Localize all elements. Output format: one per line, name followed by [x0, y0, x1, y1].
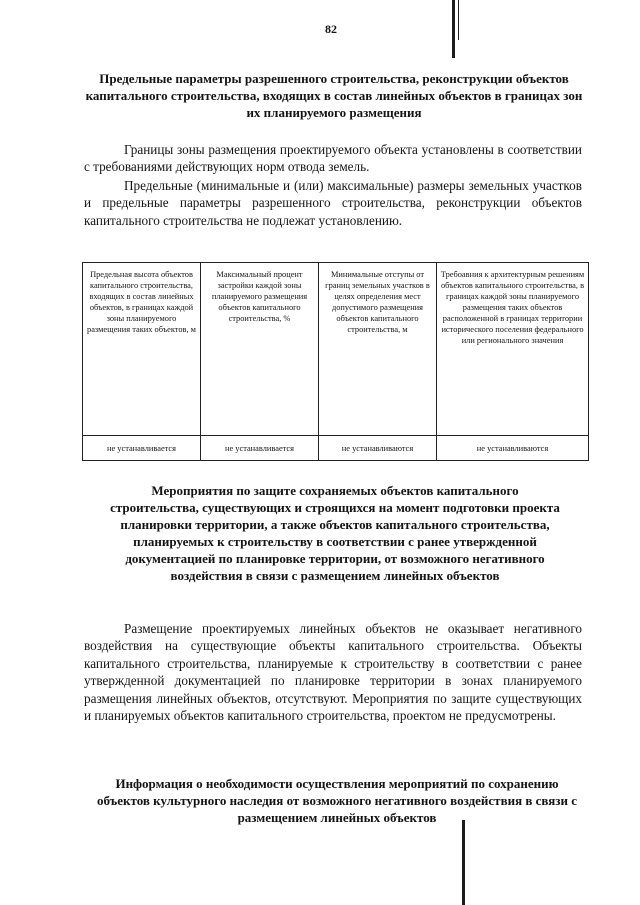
column-header-max-height: Предельная высота объектов капитального строительства, входящих в состав линейных объектов, в границах каждой зоны планируемого размещения таких объектов, м — [83, 263, 201, 436]
page-number: 82 — [325, 22, 337, 36]
section-title-construction-limits: Предельные параметры разрешенного строительства, реконструкции объектов капитального строительства, входящих в состав линейных объектов в границах зон их планируемого размещения — [85, 71, 583, 120]
column-header-min-setbacks: Минимальные отступы от границ земельных участков в целях определения мест допустимого размещения объектов капитального строительства, м — [319, 263, 437, 436]
paragraph-zone-boundaries: Границы зоны размещения проектируемого объекта установлены в соответствии с требованиями действующих норм отвода земель. — [84, 142, 582, 175]
table-cell: не устанавливается — [201, 436, 319, 461]
column-header-max-coverage: Максимальный процент застройки каждой зоны планируемого размещения объектов капитального строительства, % — [201, 263, 319, 436]
table-cell: не устанавливается — [83, 436, 201, 461]
table-cell: не устанавливаются — [437, 436, 589, 461]
table-row — [83, 436, 589, 461]
scan-artifact-line — [452, 0, 455, 58]
construction-parameters-table — [82, 262, 589, 461]
scan-artifact-line — [462, 820, 465, 905]
paragraph-land-plot-sizes: Предельные (минимальные и (или) максимальные) размеры земельных участков и предельные параметры разрешенного строительства, реконструкции объектов капитального строительства не подлежат установлению. — [84, 178, 582, 228]
section-title-cultural-heritage: Информация о необходимости осуществления мероприятий по сохранению объектов культурного наследия от возможного негативного воздействия в связи с размещением линейных объектов — [96, 776, 578, 825]
table-header-row — [83, 263, 589, 436]
section-title-protection-measures: Мероприятия по защите сохраняемых объектов капитального строительства, существующих и строящихся на момент подготовки проекта планировки территории, а также объектов капитального строительства, планируемых к строительству в соответствии с ранее утвержденной документацией по планировке территории, от возможного негативного воздействия в связи с размещением линейных объектов — [110, 483, 560, 583]
scan-artifact-line — [458, 0, 459, 40]
table-cell: не устанавливаются — [319, 436, 437, 461]
column-header-architecture-requirements: Требоавния к архитектурным решениям объектов капитального строительства, в границах каждой зоны планируемого размещения таких объектов расположенной в границах территории исторического поселения федерального или регионального значения — [437, 263, 589, 436]
paragraph-no-negative-impact: Размещение проектируемых линейных объектов не оказывает негативного воздействия на существующие объекты капитального строительства. Объекты капитального строительства, планируемые к строительству в соответствии с ранее утвержденной документацией по планировке территории в зонах планируемого размещения линейных объектов, отсутствуют. Мероприятия по защите существующих и планируемых объектов капитального строительства, проектом не предусмотрены. — [84, 621, 582, 724]
